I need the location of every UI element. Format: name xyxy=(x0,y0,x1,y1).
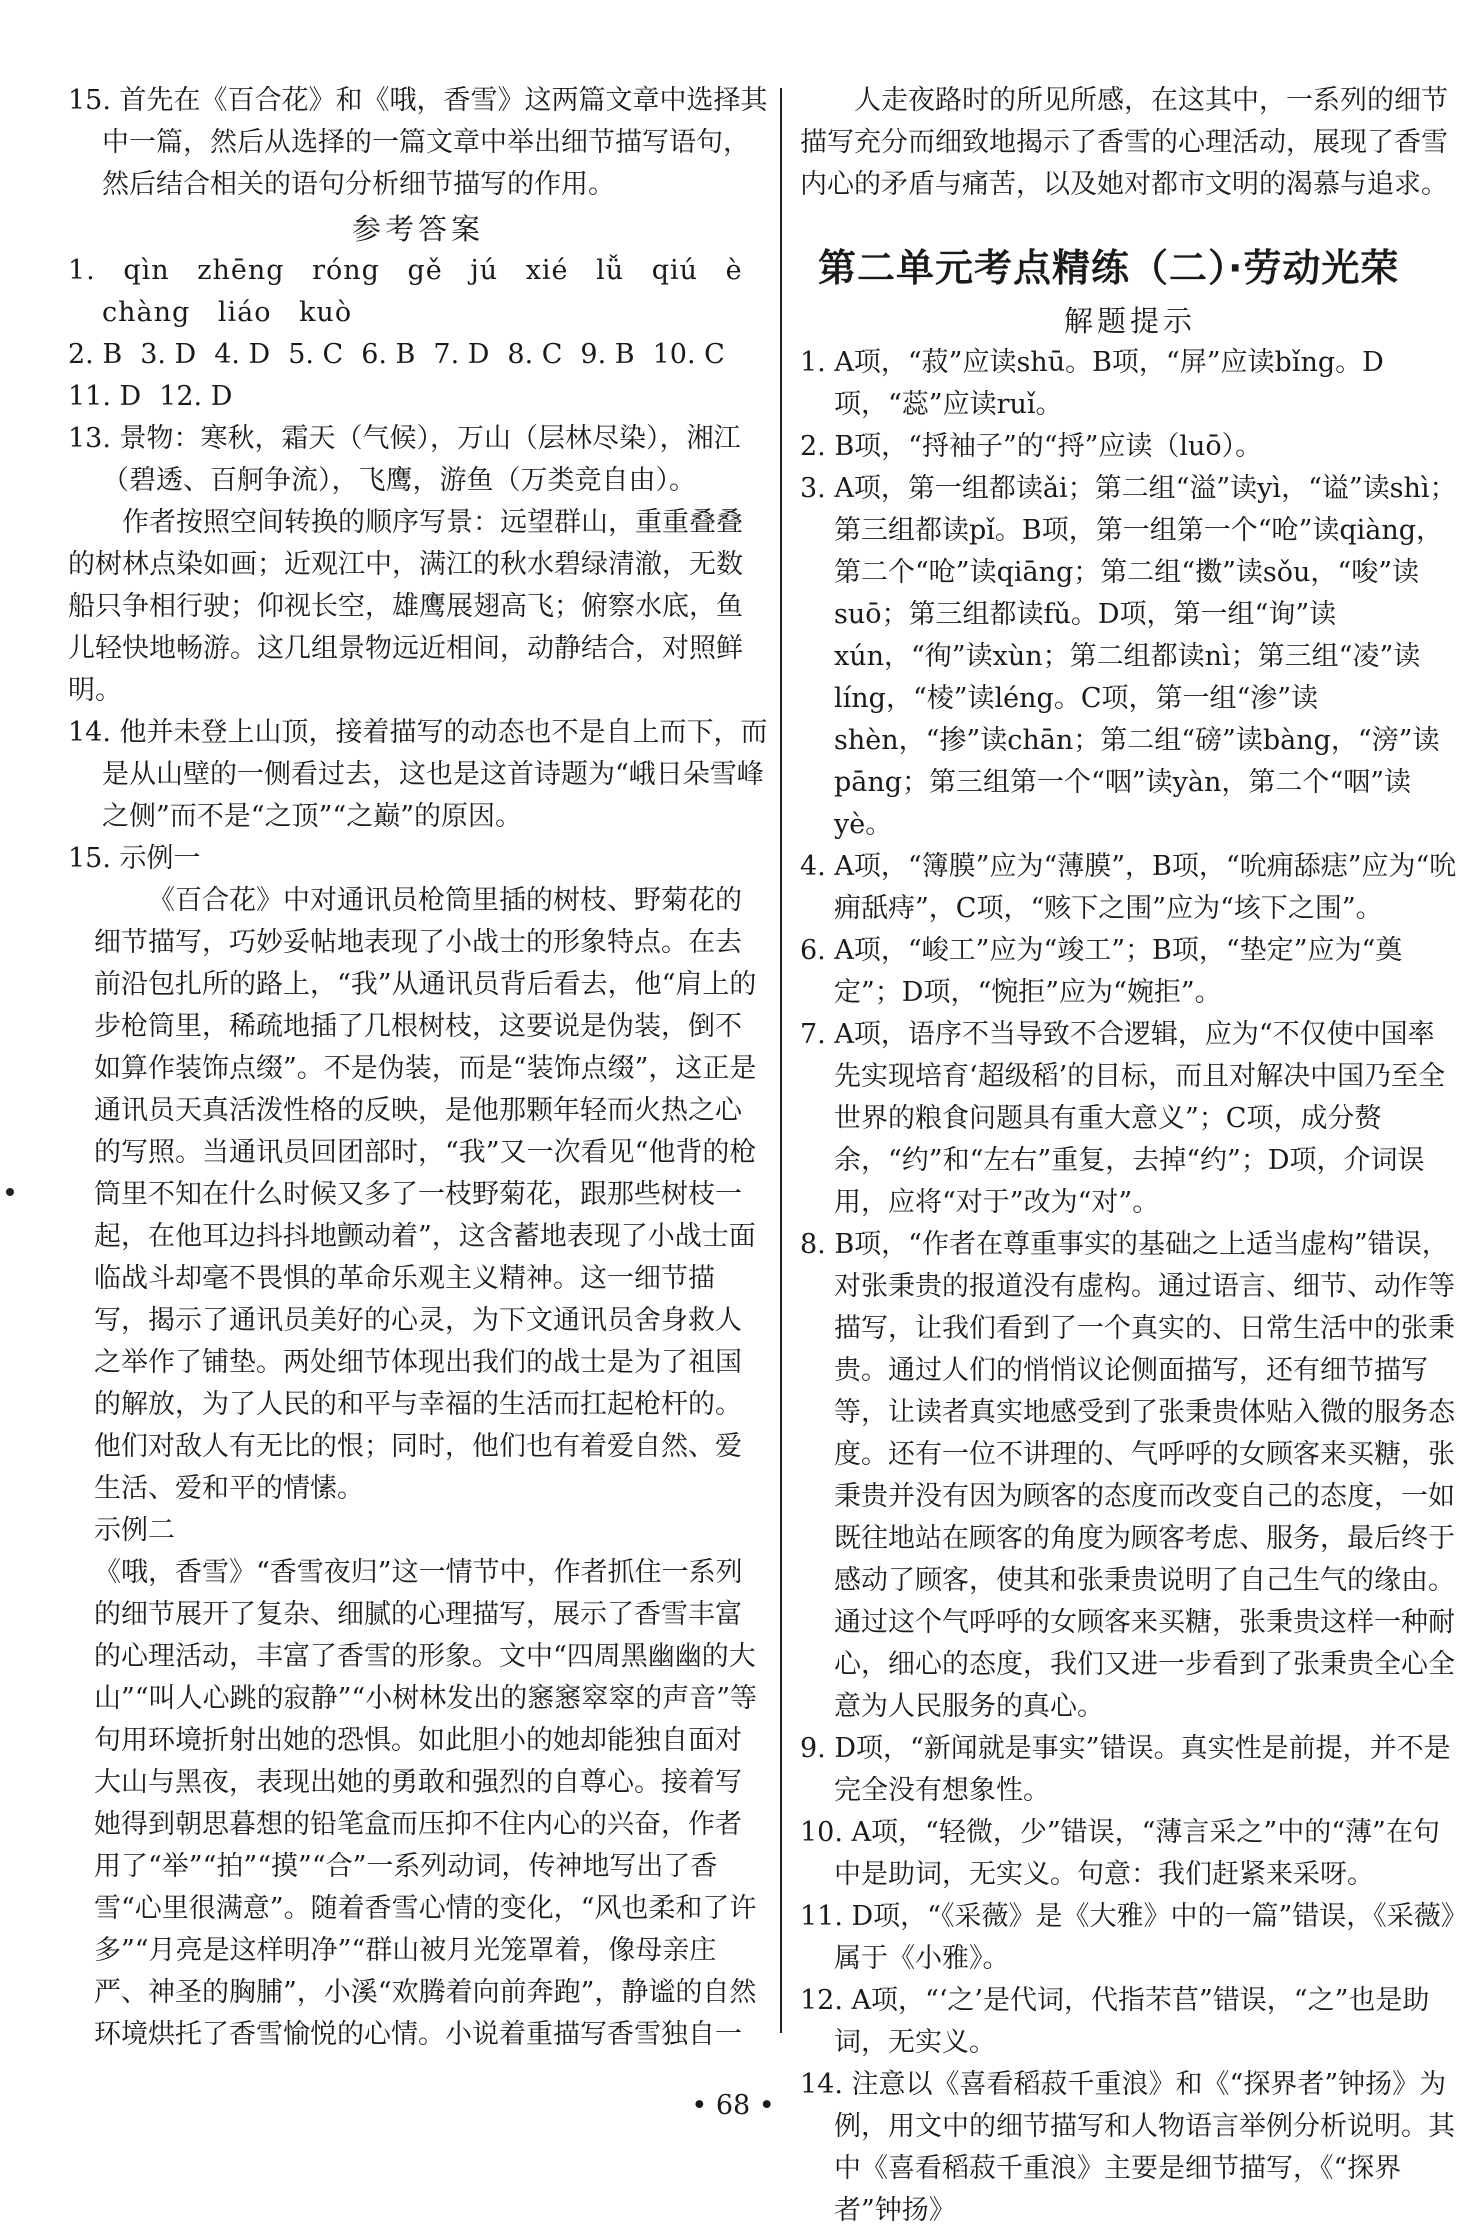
answer-choice: 10. C xyxy=(652,339,725,370)
answers-11-12 xyxy=(68,376,768,418)
hint-item: 12. A项，“‘之’是代词，代指芣苢”错误，“之”也是助词，无实义。 xyxy=(800,1985,1430,2058)
answer-heading: 参考答案 xyxy=(351,212,484,246)
answer-choice: 6. B xyxy=(361,339,416,370)
hint-item: 14. 注意以《喜看稻菽千重浪》和《“探界者”钟扬》为例，用文中的细节描写和人物语言举例分析说明。其中《喜看稻菽千重浪》主要是细节描写，《“探界者”钟扬》 xyxy=(800,2069,1455,2226)
answer-choice: 7. D xyxy=(433,339,490,370)
answer-13: 13. 景物：寒秋，霜天（气候），万山（层林尽染），湘江（碧透、百舸争流），飞鹰，游鱼（万类竞自由）。 xyxy=(68,423,741,496)
left-column xyxy=(68,80,768,2056)
answer-choice: 4. D xyxy=(214,339,271,370)
answer-choice: 5. C xyxy=(288,339,344,370)
margin-dot xyxy=(6,1188,14,1196)
hint-item: 2. B项，“捋袖子”的“捋”应读（luō）。 xyxy=(800,431,1263,462)
column-divider xyxy=(780,88,782,2033)
hint-item: 10. A项，“轻微，少”错误，“薄言采之”中的“薄”在句中是助词，无实义。句意：我们赶紧来采呀。 xyxy=(800,1817,1440,1890)
hint-item: 4. A项，“簿膜”应为“薄膜”，B项，“吮痈舔痣”应为“吮痈舐痔”，C项，“赅下之围”应为“垓下之围”。 xyxy=(800,851,1457,924)
answer-15-example-1: 《百合花》中对通讯员枪筒里插的树枝、野菊花的细节描写，巧妙妥帖地表现了小战士的形象特点。在去前沿包扎所的路上，“我”从通讯员背后看去，他“肩上的步枪筒里，稀疏地插了几根树枝，这要说是伪装，倒不如算作装饰点缀”。不是伪装，而是“装饰点缀”，这正是通讯员天真活泼性格的反映，是他那颗年轻而火热之心的写照。当通讯员回团部时，“我”又一次看见“他背的枪筒里不知在什么时候又多了一枝野菊花，跟那些树枝一起，在他耳边抖抖地颤动着”，这含蓄地表现了小战士面临战斗却毫不畏惧的革命乐观主义精神。这一细节描写，揭示了通讯员美好的心灵，为下文通讯员舍身救人之举作了铺垫。两处细节体现出我们的战士是为了祖国的解放，为了人民的和平与幸福的生活而扛起枪杆的。他们对敌人有无比的恨；同时，他们也有着爱自然、爱生活、爱和平的情愫。 xyxy=(94,885,757,1504)
hint-item: 7. A项，语序不当导致不合逻辑，应为“不仅使中国率先实现培育‘超级稻’的目标，而且对解决中国乃至全世界的粮食问题具有重大意义”；C项，成分赘余，“约”和“左右”重复，去掉“约”；D项，介词误用，应将“对于”改为“对”。 xyxy=(800,1019,1446,1218)
hint-item: 9. D项，“新闻就是事实”错误。真实性是前提，并不是完全没有想象性。 xyxy=(800,1733,1451,1806)
answer-1: 1. qìn zhēng róng gě jú xié lǚ qiú è chàng liáo kuò xyxy=(68,255,743,328)
hint-item: 8. B项，“作者在尊重事实的基础之上适当虚构”错误，对张秉贵的报道没有虚构。通过语言、细节、动作等描写，让我们看到了一个真实的、日常生活中的张秉贵。通过人们的悄悄议论侧面描写，还有细节描写等，让读者真实地感受到了张秉贵体贴入微的服务态度。还有一位不讲理的、气呼呼的女顾客来买糖，张秉贵并没有因为顾客的态度而改变自己的态度，一如既往地站在顾客的角度为顾客考虑、服务，最后终于感动了顾客，使其和张秉贵说明了自己生气的缘由。通过这个气呼呼的女顾客来买糖，张秉贵这样一种耐心，细心的态度，我们又进一步看到了张秉贵全心全意为人民服务的真心。 xyxy=(800,1229,1455,1722)
hint-item: 1. A项，“菽”应读shū。B项，“屏”应读bǐng。D项，“蕊”应读ruǐ。 xyxy=(800,347,1384,420)
hint-item: 6. A项，“峻工”应为“竣工”；B项，“垫定”应为“奠定”；D项，“惋拒”应为“婉拒”。 xyxy=(800,935,1403,1008)
answer-15-example-2-heading: 示例二 xyxy=(94,1515,175,1546)
hint-heading: 解题提示 xyxy=(1063,304,1196,338)
answer-13-paragraph: 作者按照空间转换的顺序写景：远望群山，重重叠叠的树林点染如画；近观江中，满江的秋水碧绿清澈，无数船只争相行驶；仰视长空，雄鹰展翅高飞；俯察水底，鱼儿轻快地畅游。这几组景物远近相间，动静结合，对照鲜明。 xyxy=(68,507,743,706)
answer-choice: 3. D xyxy=(140,339,197,370)
answer-choice: 9. B xyxy=(580,339,635,370)
answer-choice: 2. B xyxy=(68,339,123,370)
answer-choice: 11. D xyxy=(68,381,142,412)
answer-15-example-2: 《哦，香雪》“香雪夜归”这一情节中，作者抓住一系列的细节展开了复杂、细腻的心理描写，展示了香雪丰富的心理活动，丰富了香雪的形象。文中“四周黑幽幽的大山”“叫人心跳的寂静”“小树林发出的窸窸窣窣的声音”等句用环境折射出她的恐惧。如此胆小的她却能独自面对大山与黑夜，表现出她的勇敢和强烈的自尊心。接着写她得到朝思暮想的铅笔盒而压抑不住内心的兴奋，作者用了“举”“拍”“摸”“合”一系列动词，传神地写出了香雪“心里很满意”。随着香雪心情的变化，“风也柔和了许多”“月亮是这样明净”“群山被月光笼罩着，像母亲庄严、神圣的胸脯”，小溪“欢腾着向前奔跑”，静谧的自然环境烘托了香雪愉悦的心情。小说着重描写香雪独自一 xyxy=(94,1557,758,2050)
answer-choice: 8. C xyxy=(507,339,563,370)
hint-item: 3. A项，第一组都读ǎi；第二组“溢”读yì，“谥”读shì；第三组都读pǐ。B项，第一组第一个“呛”读qiàng，第二个“呛”读qiāng；第二组“擞”读sǒu，“唆”读suō；第三组都读fǔ。D项，第一组“询”读xún，“徇”读xùn；第二组都读nì；第三组“凌”读líng，“棱”读léng。C项，第一组“渗”读shèn，“掺”读chān；第二组“磅”读bàng，“滂”读pāng；第三组第一个“咽”读yàn，第二个“咽”读yè。 xyxy=(800,473,1457,840)
unit-title: 第二单元考点精练（二）·劳动光荣 xyxy=(818,246,1400,290)
answer-15-heading: 15. 示例一 xyxy=(68,843,201,874)
continued-text: 人走夜路时的所见所感，在这其中，一系列的细节描写充分而细致地揭示了香雪的心理活动，展现了香雪内心的矛盾与痛苦，以及她对都市文明的渴慕与追求。 xyxy=(800,85,1448,200)
answer-choice: 12. D xyxy=(159,381,233,412)
answers-2-10 xyxy=(68,334,768,376)
hint-item: 11. D项，“《采薇》是《大雅》中的一篇”错误，《采薇》属于《小雅》。 xyxy=(800,1901,1455,1974)
question-15-prompt: 15. 首先在《百合花》和《哦，香雪》这两篇文章中选择其中一篇，然后从选择的一篇文章中举出细节描写语句，然后结合相关的语句分析细节描写的作用。 xyxy=(68,85,768,200)
right-column xyxy=(800,80,1460,2232)
answer-14: 14. 他并未登上山顶，接着描写的动态也不是自上而下，而是从山壁的一侧看过去，这也是这首诗题为“峨日朵雪峰之侧”而不是“之顶”“之巅”的原因。 xyxy=(68,717,768,832)
page-number: • 68 • xyxy=(691,2090,775,2121)
